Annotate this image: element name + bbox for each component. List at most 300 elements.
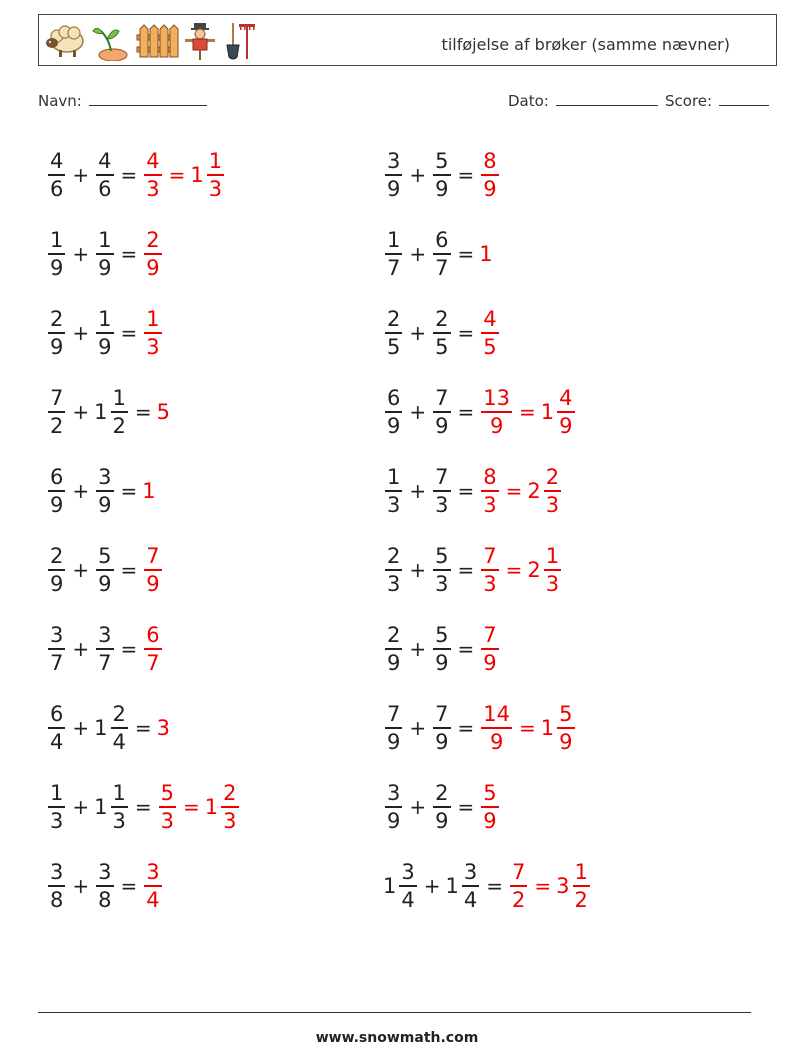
fraction [221,780,238,834]
numerator: 2 [387,544,401,568]
mixed-number [383,859,419,913]
numerator: 3 [401,860,415,884]
fraction [385,543,402,597]
equals-sign: = [457,163,475,187]
numerator: 3 [146,860,160,884]
shovel-rake-icon [221,21,257,61]
problem-item [383,777,501,837]
fraction [544,543,561,597]
mixed-number [527,464,563,518]
fraction [433,227,450,281]
numerator: 7 [483,544,497,568]
answer [479,701,576,755]
fraction [573,859,590,913]
plus-sign: + [423,874,441,898]
numerator: 5 [483,781,497,805]
fraction [433,148,450,202]
problem-item [383,856,592,916]
equals-sign: = [505,479,523,503]
whole-part: 1 [445,874,459,898]
denominator: 9 [435,809,449,833]
numerator: 3 [387,781,401,805]
mixed-number [446,859,482,913]
fraction [433,306,450,360]
mixed-number [383,543,404,597]
numerator: 3 [463,860,478,884]
numerator: 7 [387,702,401,726]
footer-divider [38,1012,751,1013]
plus-sign: + [409,716,427,740]
answer [479,780,500,834]
plus-sign: + [72,795,90,819]
fraction [96,859,113,913]
problem-item [383,619,501,679]
denominator: 4 [401,888,415,912]
denominator: 9 [559,414,573,438]
numerator: 7 [50,386,64,410]
mixed-number [479,622,500,676]
mixed-number [46,385,67,439]
answer [479,543,563,597]
mixed-number [142,227,163,281]
mixed-number [46,701,67,755]
denominator: 9 [435,651,449,675]
fraction [433,543,450,597]
problem-item [46,224,164,284]
denominator: 4 [50,730,64,754]
plus-sign: + [72,558,90,582]
denominator: 9 [98,256,112,280]
denominator: 4 [112,730,126,754]
equals-sign: = [120,874,138,898]
denominator: 3 [146,335,160,359]
numerator: 6 [50,465,64,489]
date-field[interactable] [508,92,658,110]
numerator: 6 [50,702,64,726]
mixed-number [541,385,577,439]
mixed-number [479,385,514,439]
denominator: 7 [98,651,112,675]
date-line[interactable] [556,104,658,106]
date-label: Dato: [508,92,549,110]
numerator: 2 [146,228,160,252]
numerator: 2 [387,623,401,647]
equals-sign: = [120,163,138,187]
numerator: 5 [98,544,112,568]
denominator: 9 [435,730,449,754]
mixed-number [383,464,404,518]
fraction [48,701,65,755]
problem-item [46,145,226,205]
answer [479,148,500,202]
scarecrow-icon [183,21,217,61]
answer [157,400,171,424]
fraction [96,464,113,518]
equals-sign: = [457,479,475,503]
equals-sign: = [183,795,200,819]
mixed-number [479,701,514,755]
plus-sign: + [409,558,427,582]
mixed-number [383,148,404,202]
equals-sign: = [534,874,552,898]
mixed-number [94,780,130,834]
mixed-number [383,622,404,676]
equals-sign: = [519,716,536,740]
name-field[interactable] [38,92,207,110]
numerator: 1 [98,307,112,331]
problem-item [46,540,164,600]
fraction [433,622,450,676]
fraction [96,622,113,676]
answer [157,716,171,740]
mixed-number [94,385,130,439]
score-line[interactable] [719,104,769,106]
numerator: 4 [559,386,573,410]
denominator: 9 [387,177,401,201]
mixed-number [479,148,500,202]
plus-sign: + [72,321,90,345]
fraction [111,780,128,834]
fraction [385,148,402,202]
answer [142,859,163,913]
problem-item [383,540,563,600]
numerator: 2 [223,781,237,805]
equals-sign: = [120,558,138,582]
plus-sign: + [409,400,427,424]
whole-part: 2 [527,558,541,582]
equals-sign: = [457,716,475,740]
numerator: 3 [50,860,64,884]
denominator: 3 [50,809,64,833]
denominator: 9 [146,572,160,596]
fraction [481,701,512,755]
denominator: 7 [50,651,64,675]
answer [479,622,500,676]
numerator: 1 [574,860,588,884]
fraction [144,859,161,913]
numerator: 2 [50,307,64,331]
plus-sign: + [409,637,427,661]
denominator: 3 [387,493,401,517]
fraction [385,780,402,834]
denominator: 9 [50,256,64,280]
fraction [481,543,498,597]
equals-sign: = [120,321,138,345]
numerator: 5 [435,623,449,647]
numerator: 2 [50,544,64,568]
score-label: Score: [665,92,713,110]
equals-sign: = [457,637,475,661]
denominator: 9 [50,335,64,359]
mixed-number [142,306,163,360]
denominator: 9 [387,809,401,833]
denominator: 3 [223,809,237,833]
mixed-number [157,716,171,740]
mixed-number [479,306,500,360]
plus-sign: + [72,874,90,898]
whole-part: 1 [94,716,108,740]
mixed-number [142,543,163,597]
whole-part: 3 [156,716,171,740]
fraction [96,306,113,360]
fraction [557,701,574,755]
denominator: 3 [545,493,560,517]
mixed-number [383,701,404,755]
problem-item [383,145,501,205]
equals-sign: = [457,558,475,582]
denominator: 9 [98,572,112,596]
answer [479,306,500,360]
numerator: 6 [387,386,401,410]
denominator: 9 [146,256,160,280]
answer [142,479,156,503]
mixed-number [94,543,115,597]
score-field[interactable] [665,92,769,110]
mixed-number [431,464,452,518]
fraction [544,464,561,518]
fraction [385,385,402,439]
fraction [481,464,498,518]
mixed-number [46,780,67,834]
whole-part: 1 [479,242,493,266]
mixed-number [479,780,500,834]
numerator: 8 [483,465,497,489]
whole-part: 2 [527,479,541,503]
equals-sign: = [134,795,152,819]
problem-item [46,382,171,442]
denominator: 5 [435,335,449,359]
numerator: 4 [483,307,497,331]
whole-part: 1 [383,874,397,898]
whole-part: 1 [142,479,156,503]
mixed-number [190,148,226,202]
answer [479,464,563,518]
whole-part: 1 [94,400,108,424]
answer [142,543,163,597]
sprout-icon [91,21,131,61]
equals-sign: = [457,795,475,819]
mixed-number [46,859,67,913]
whole-part: 1 [94,795,108,819]
plus-sign: + [409,321,427,345]
header-icons [43,19,257,63]
denominator: 9 [98,493,112,517]
numerator: 13 [483,386,511,410]
numerator: 1 [98,228,112,252]
fraction [385,622,402,676]
denominator: 3 [483,493,497,517]
plus-sign: + [409,795,427,819]
mixed-number [431,701,452,755]
whole-part: 5 [156,400,171,424]
plus-sign: + [72,479,90,503]
fraction [48,227,65,281]
mixed-number [94,227,115,281]
fraction [144,306,161,360]
numerator: 2 [545,465,560,489]
problem-item [383,303,501,363]
denominator: 9 [483,809,497,833]
mixed-number [94,464,115,518]
mixed-number [94,859,115,913]
mixed-number [431,306,452,360]
fraction [385,701,402,755]
fraction [144,148,161,202]
numerator: 4 [98,149,112,173]
numerator: 2 [435,307,449,331]
fraction [433,701,450,755]
plus-sign: + [72,163,90,187]
answer [479,385,576,439]
denominator: 9 [489,414,504,438]
fraction [48,543,65,597]
whole-part: 1 [540,716,555,740]
denominator: 6 [50,177,64,201]
numerator: 7 [146,544,160,568]
numerator: 1 [50,781,64,805]
equals-sign: = [486,874,504,898]
numerator: 1 [112,781,126,805]
mixed-number [142,859,163,913]
denominator: 3 [160,809,175,833]
numerator: 3 [387,149,401,173]
sheep-icon [43,21,87,61]
fraction [144,543,161,597]
numerator: 2 [435,781,449,805]
mixed-number [431,227,452,281]
numerator: 7 [483,623,497,647]
mixed-number [383,780,404,834]
mixed-number [46,227,67,281]
numerator: 5 [559,702,573,726]
denominator: 9 [435,414,449,438]
fraction [481,780,498,834]
numerator: 3 [50,623,64,647]
denominator: 6 [98,177,112,201]
answer [142,148,226,202]
fraction [48,306,65,360]
mixed-number [205,780,241,834]
equals-sign: = [519,400,536,424]
numerator: 1 [545,544,560,568]
answer [142,306,163,360]
numerator: 1 [112,386,126,410]
denominator: 3 [483,572,497,596]
numerator: 1 [387,465,401,489]
problem-item [383,224,494,284]
fraction [144,622,161,676]
mixed-number [46,148,67,202]
problem-item [383,461,563,521]
fraction [111,701,128,755]
equals-sign: = [457,242,475,266]
mixed-number [46,464,67,518]
denominator: 9 [435,177,449,201]
fraction [433,780,450,834]
mixed-number [431,543,452,597]
answer [142,227,163,281]
mixed-number [157,780,178,834]
fraction [48,385,65,439]
problem-item [383,382,577,442]
name-label: Navn: [38,92,82,110]
whole-part: 1 [540,400,555,424]
plus-sign: + [409,163,427,187]
numerator: 1 [208,149,223,173]
denominator: 3 [112,809,126,833]
fraction [433,385,450,439]
equals-sign: = [505,558,523,582]
equals-sign: = [120,637,138,661]
fraction [48,464,65,518]
numerator: 3 [98,860,112,884]
numerator: 7 [512,860,526,884]
fraction [111,385,128,439]
mixed-number [94,622,115,676]
fraction [481,385,512,439]
fraction [510,859,527,913]
denominator: 4 [146,888,160,912]
numerator: 7 [435,702,449,726]
mixed-number [46,622,67,676]
denominator: 8 [98,888,112,912]
numerator: 7 [435,386,449,410]
fraction [433,464,450,518]
plus-sign: + [409,242,427,266]
numerator: 5 [435,544,449,568]
denominator: 3 [208,177,223,201]
fraction [159,780,176,834]
fraction [385,227,402,281]
plus-sign: + [72,400,90,424]
fraction [48,148,65,202]
equals-sign: = [120,242,138,266]
mixed-number [94,148,115,202]
denominator: 9 [387,651,401,675]
denominator: 9 [387,730,401,754]
denominator: 7 [435,256,449,280]
fraction [96,227,113,281]
denominator: 9 [489,730,504,754]
denominator: 2 [512,888,526,912]
mixed-number [479,543,500,597]
fraction [481,306,498,360]
mixed-number [142,622,163,676]
fraction [385,464,402,518]
numerator: 4 [146,149,160,173]
whole-part: 1 [204,795,219,819]
mixed-number [46,306,67,360]
fraction [557,385,574,439]
equals-sign: = [457,321,475,345]
fraction [399,859,416,913]
mixed-number [431,780,452,834]
denominator: 9 [98,335,112,359]
mixed-number [479,464,500,518]
whole-part: 1 [190,163,204,187]
plus-sign: + [72,637,90,661]
equals-sign: = [168,163,186,187]
denominator: 7 [387,256,401,280]
fraction [48,622,65,676]
denominator: 3 [435,493,449,517]
denominator: 3 [387,572,401,596]
equals-sign: = [457,400,475,424]
name-line[interactable] [89,104,207,106]
equals-sign: = [120,479,138,503]
problem-item [46,777,241,837]
answer [479,242,493,266]
